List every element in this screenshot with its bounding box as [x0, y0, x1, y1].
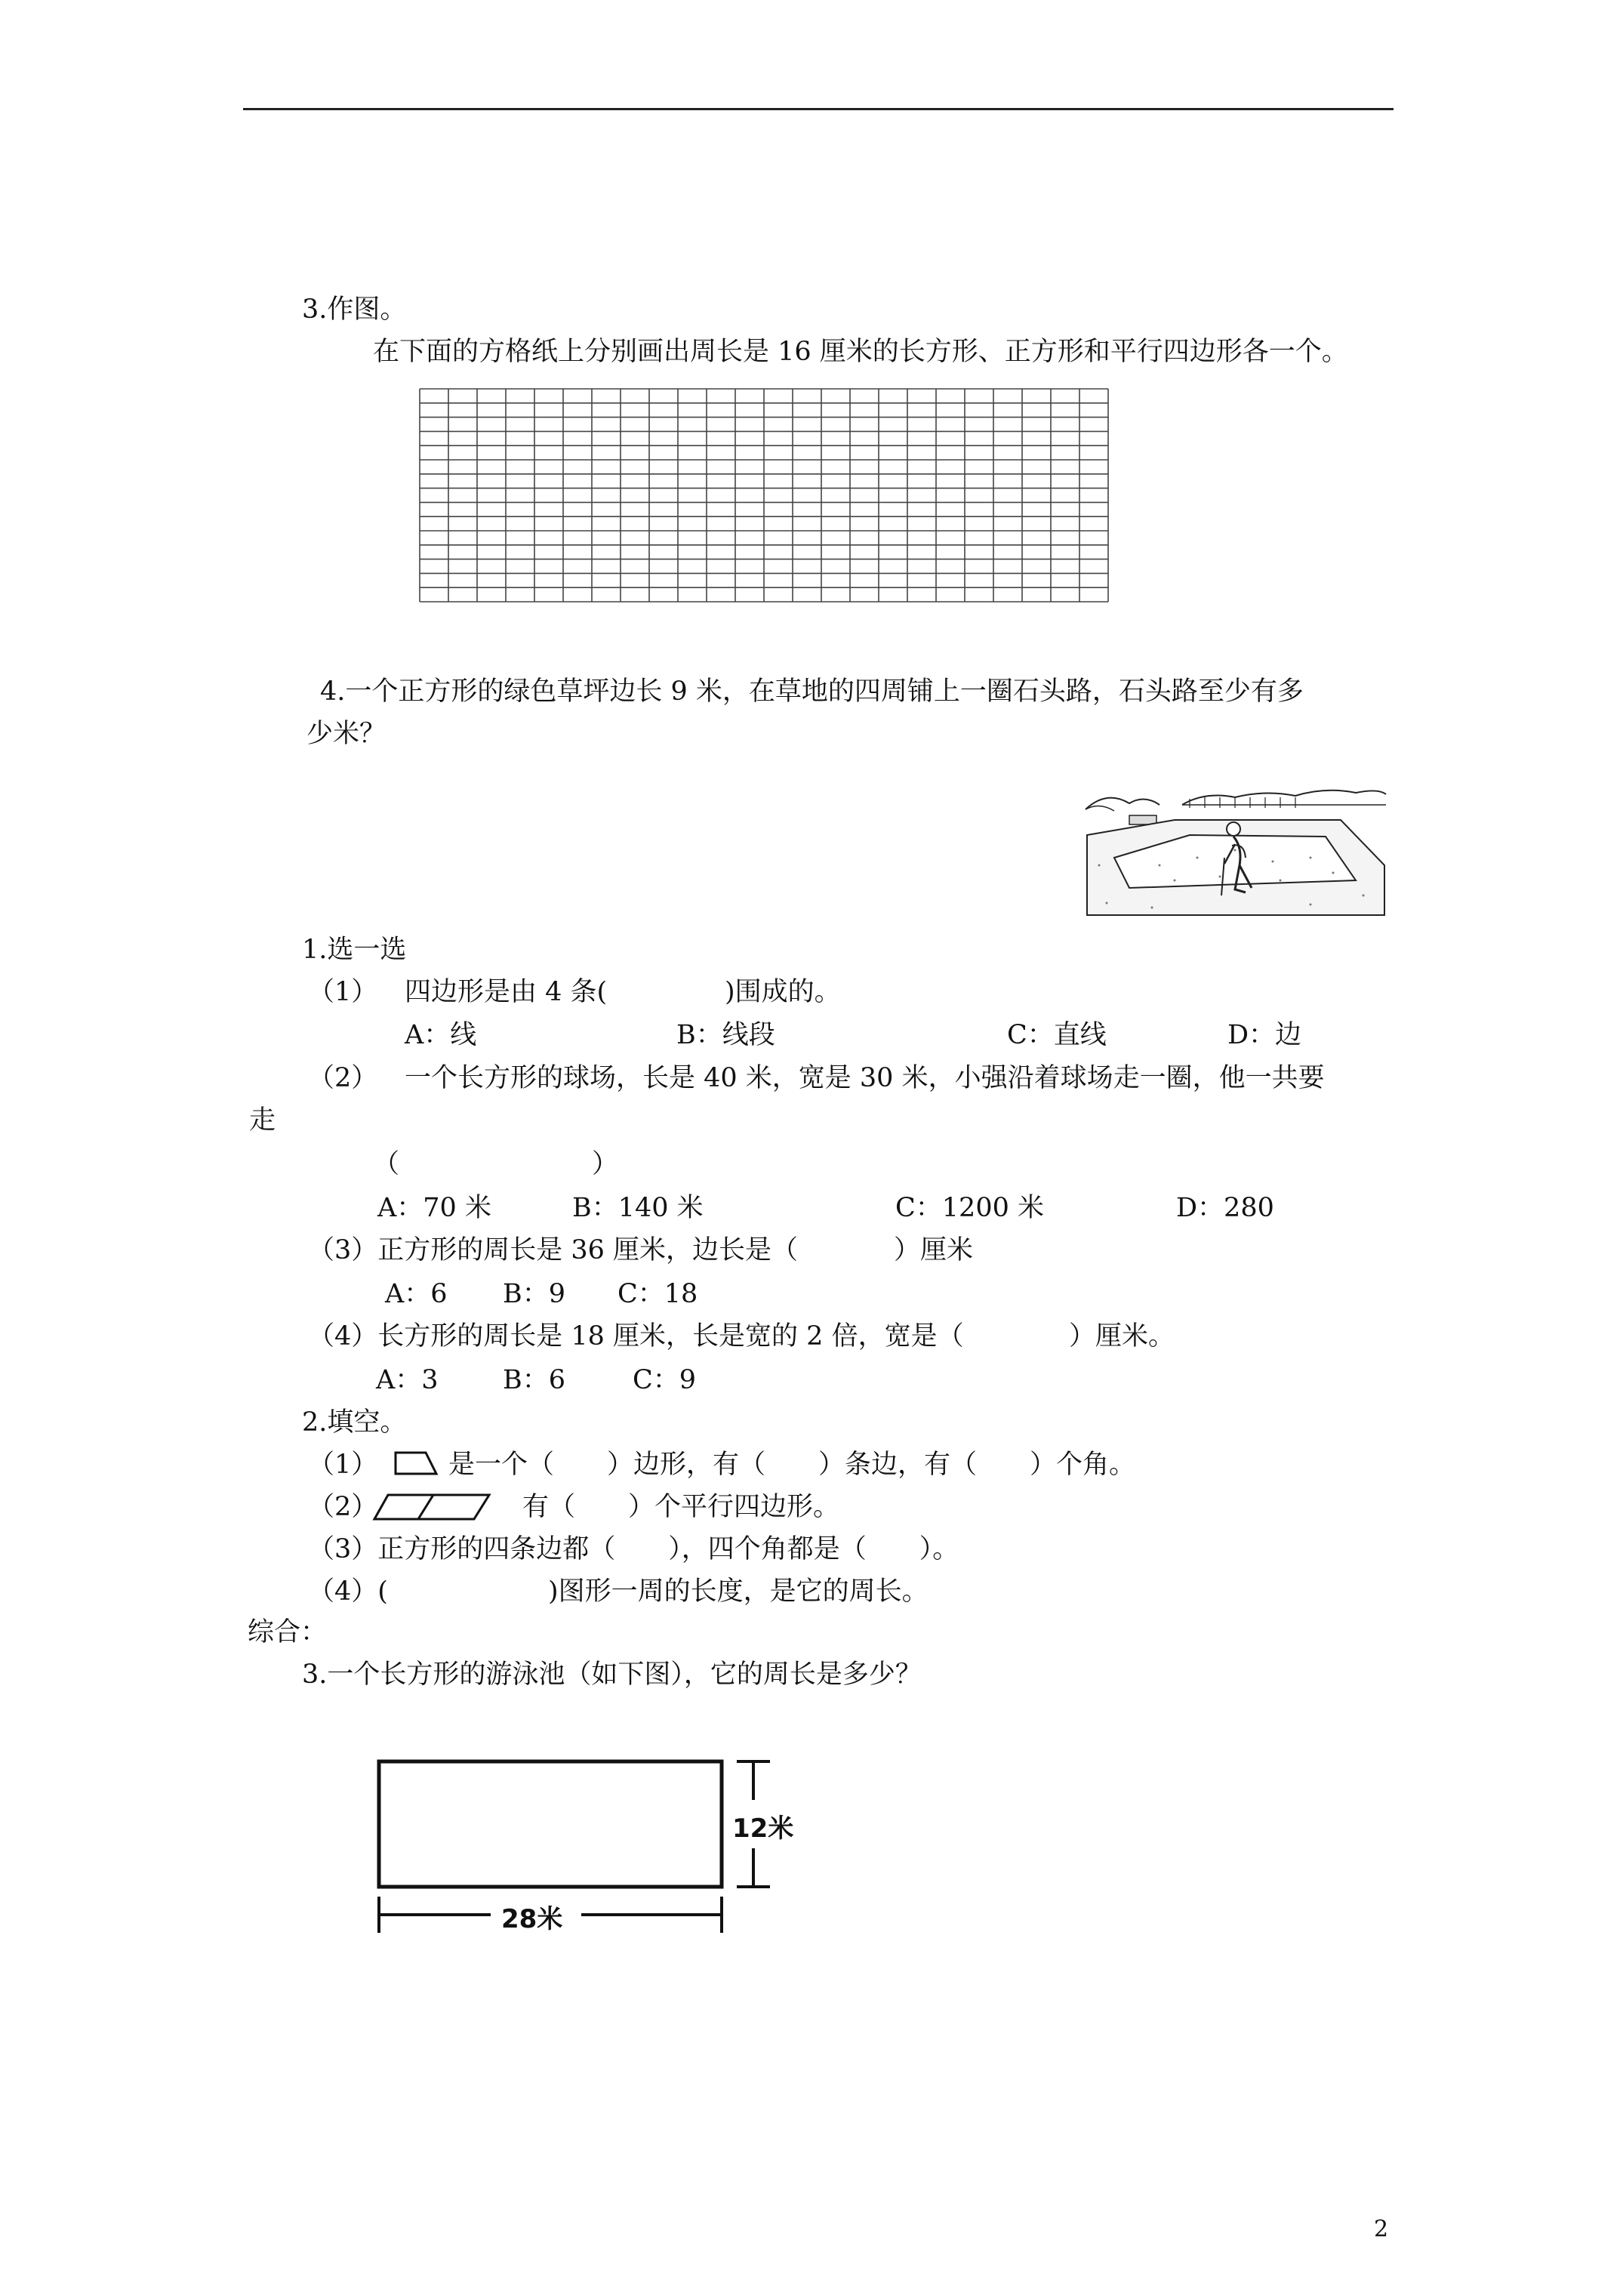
- choose-q3-option-c: C：18: [617, 1279, 698, 1309]
- header-rule: [243, 108, 1394, 110]
- grid-paper: [420, 389, 1114, 603]
- choose-q2-paren-open: （: [373, 1149, 400, 1179]
- choose-q1-text: 四边形是由 4 条(: [405, 977, 608, 1007]
- section-heading-fill: 2.填空。: [302, 1407, 407, 1438]
- choose-q2-text: 一个长方形的球场，长是 40 米，宽是 30 米，小强沿着球场走一圈，他一共要: [405, 1063, 1325, 1093]
- choose-q2-option-d: D：280: [1176, 1193, 1274, 1223]
- choose-q1-option-d: D：边: [1227, 1020, 1302, 1050]
- choose-q3-option-a: A：6: [385, 1279, 448, 1309]
- choose-q4-option-b: B：6: [503, 1365, 565, 1395]
- question-4-line2: 少米？: [306, 719, 387, 749]
- choose-q4-text-end: ）厘米。: [1069, 1321, 1175, 1351]
- choose-q2-wrap: 走: [249, 1105, 276, 1136]
- page-number: 2: [1374, 2216, 1389, 2242]
- choose-q4-option-c: C：9: [633, 1365, 697, 1395]
- choose-q2-option-a: A：70 米: [377, 1193, 491, 1223]
- fill-q3-text: （3）正方形的四条边都（ ），四个角都是（ ）。: [308, 1534, 959, 1564]
- choose-q4-option-a: A：3: [376, 1365, 439, 1395]
- choose-q4-text: （4）长方形的周长是 18 厘米，长是宽的 2 倍，宽是（: [308, 1321, 964, 1351]
- fill-q4-text-end: )图形一周的长度，是它的周长。: [548, 1576, 929, 1607]
- fill-q2-number: （2）: [308, 1492, 378, 1522]
- pool-height-label: 12米: [732, 1814, 794, 1844]
- choose-q1-text-end: )围成的。: [725, 977, 841, 1007]
- choose-q2-option-c: C：1200 米: [895, 1193, 1044, 1223]
- fill-q1-text: 是一个（ ）边形，有（ ）条边，有（ ）个角。: [448, 1450, 1136, 1480]
- choose-q3-text: （3）正方形的周长是 36 厘米，边长是（: [308, 1235, 799, 1265]
- choose-q3-option-b: B：9: [503, 1279, 565, 1309]
- question-4-line1: 4.一个正方形的绿色草坪边长 9 米，在草地的四周铺上一圈石头路，石头路至少有多: [320, 676, 1304, 707]
- comprehensive-q3: 3.一个长方形的游泳池（如下图），它的周长是多少？: [302, 1660, 922, 1690]
- choose-q2-paren-close: ）: [592, 1149, 619, 1179]
- lawn-illustration: [1084, 775, 1386, 918]
- choose-q2-number: （2）: [308, 1063, 378, 1093]
- section-heading-comprehensive: 综合：: [248, 1617, 328, 1647]
- choose-q3-text-end: ）厘米: [894, 1235, 974, 1265]
- draw-instruction: 在下面的方格纸上分别画出周长是 16 厘米的长方形、正方形和平行四边形各一个。: [373, 337, 1348, 367]
- section-heading-choose: 1.选一选: [302, 935, 407, 965]
- choose-q1-number: （1）: [308, 977, 378, 1007]
- choose-q1-option-b: B：线段: [676, 1020, 775, 1050]
- pool-width-label: 28米: [501, 1904, 563, 1934]
- choose-q2-option-b: B：140 米: [572, 1193, 704, 1223]
- fill-q2-text: 有（ ）个平行四边形。: [522, 1492, 840, 1522]
- section-heading-draw: 3.作图。: [302, 294, 407, 325]
- parallelograms-shape: [371, 1492, 494, 1522]
- fill-q1-number: （1）: [308, 1450, 378, 1480]
- choose-q1-option-c: C：直线: [1007, 1020, 1107, 1050]
- trapezoid-shape: [393, 1451, 439, 1477]
- choose-q1-option-a: A：线: [405, 1020, 477, 1050]
- fill-q4-text: （4）(: [308, 1576, 388, 1607]
